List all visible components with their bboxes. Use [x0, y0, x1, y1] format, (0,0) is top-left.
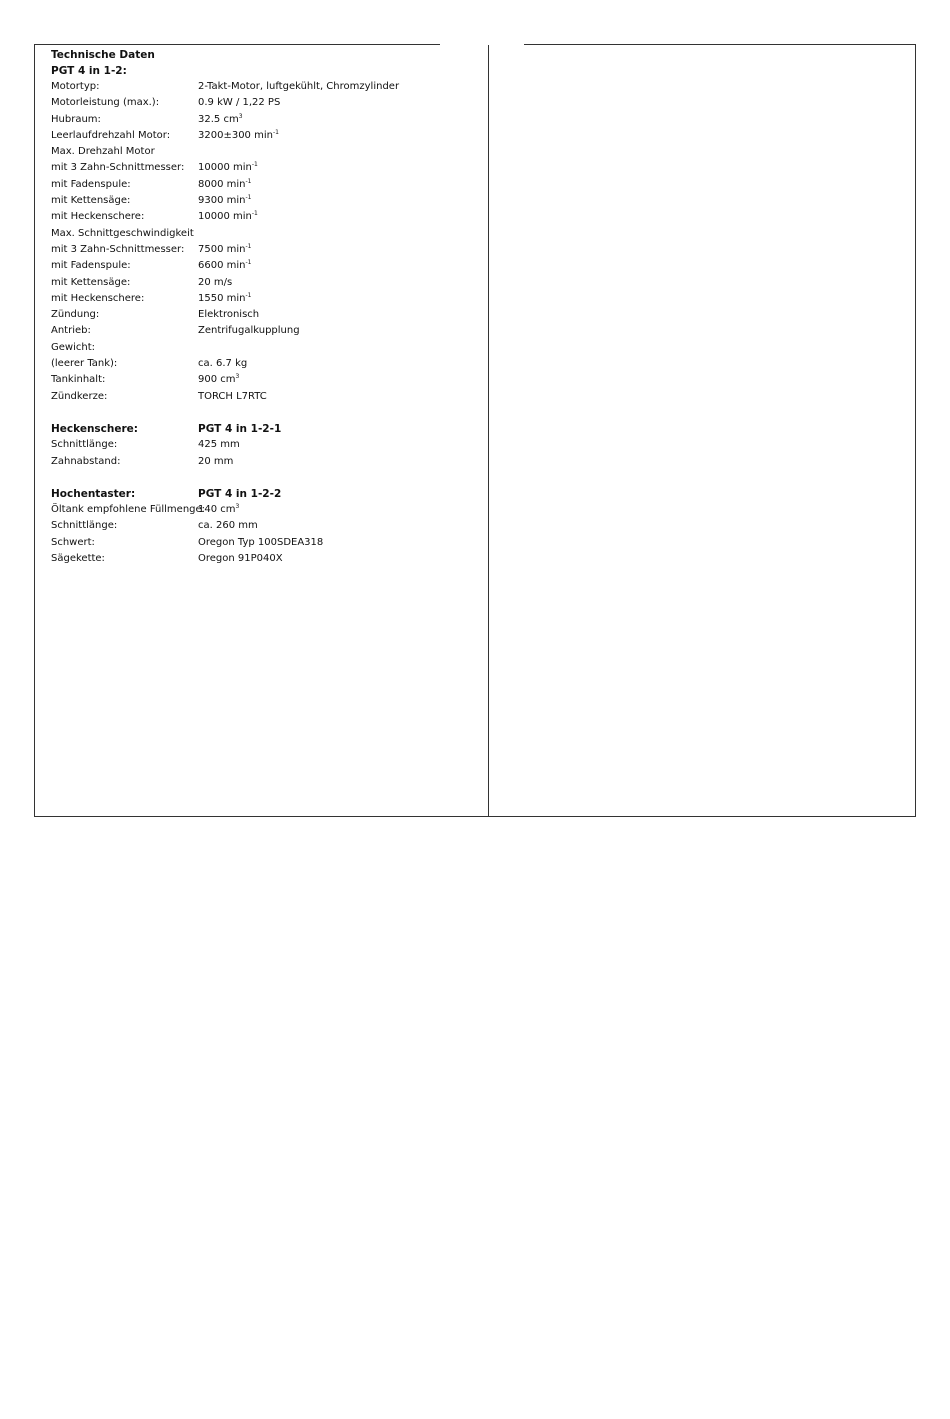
spec-label: mit Kettensäge:	[51, 195, 131, 207]
spec-label: Zündung:	[51, 309, 100, 321]
spec-value	[198, 291, 251, 307]
spec-value-text: Elektronisch	[198, 309, 260, 321]
spec-label: (leerer Tank):	[51, 358, 118, 370]
pole-pruner-heading: Hochentaster:	[51, 487, 136, 500]
spec-label: mit Fadenspule:	[51, 260, 131, 272]
spec-column	[51, 47, 481, 567]
spec-row	[51, 209, 481, 225]
spec-label: Zündkerze:	[51, 390, 108, 402]
spec-label: Zahnabstand:	[51, 455, 121, 467]
spec-value-text: 2-Takt-Motor, luftgekühlt, Chromzylinder	[198, 81, 400, 92]
spec-label: Öltank empfohlene Füllmenge:	[51, 504, 206, 516]
unit-exponent: 3	[235, 373, 240, 381]
unit-exponent: -1	[251, 161, 258, 169]
spec-value	[198, 372, 239, 388]
spec-value-text: 10000 min	[198, 162, 252, 174]
pruner-spec-row	[51, 535, 481, 551]
spec-row	[51, 275, 481, 291]
spec-value	[198, 437, 240, 453]
hedge-spec-row	[51, 454, 481, 470]
spec-label: Max. Schnittgeschwindigkeit	[51, 227, 194, 239]
hedge-trimmer-heading-row	[51, 421, 481, 437]
unit-exponent: -1	[272, 128, 279, 136]
spec-row	[51, 226, 481, 242]
spec-row	[51, 356, 481, 372]
spec-label: Motortyp:	[51, 81, 100, 92]
model-subtitle: PGT 4 in 1-2:	[51, 65, 127, 77]
pole-pruner-specs	[51, 502, 481, 567]
spec-value	[198, 242, 251, 258]
hedge-trimmer-model: PGT 4 in 1-2-1	[198, 422, 282, 435]
spec-value	[198, 128, 279, 144]
spec-label: Schnittlänge:	[51, 439, 118, 451]
spec-row	[51, 307, 481, 323]
spec-value	[198, 389, 267, 405]
spec-row	[51, 128, 481, 144]
spec-row	[51, 372, 481, 388]
spec-value-text: 32.5 cm	[198, 113, 239, 125]
spec-value-text: 900 cm	[198, 374, 236, 386]
spec-table-frame	[34, 44, 916, 817]
column-divider	[488, 45, 489, 816]
spec-value	[198, 258, 251, 274]
hedge-trimmer-specs	[51, 437, 481, 470]
spec-row	[51, 160, 481, 176]
spec-value-text: 7500 min	[198, 243, 246, 255]
spec-row	[51, 242, 481, 258]
spec-label: mit Heckenschere:	[51, 292, 145, 304]
spec-value	[198, 209, 258, 225]
spec-value-text: 6600 min	[198, 260, 246, 272]
spec-row	[51, 112, 481, 128]
spec-value-text: 20 m/s	[198, 276, 233, 288]
spec-value	[198, 177, 251, 193]
spec-label: Max. Drehzahl Motor	[51, 146, 155, 158]
spec-value-text: Zentrifugalkupplung	[198, 325, 300, 337]
spec-row	[51, 291, 481, 307]
spec-value-text: 425 mm	[198, 439, 240, 451]
pruner-spec-row	[51, 551, 481, 567]
spec-row	[51, 323, 481, 339]
spec-label: mit Heckenschere:	[51, 211, 145, 223]
spec-value	[198, 95, 280, 111]
spec-value	[198, 356, 247, 372]
spec-row	[51, 389, 481, 405]
pruner-spec-row	[51, 502, 481, 518]
frame-border-gap	[440, 44, 524, 46]
spec-value	[198, 160, 258, 176]
spec-value-text: 8000 min	[198, 178, 246, 190]
spec-value-text: ca. 6.7 kg	[198, 358, 248, 370]
spec-value-text: 10000 min	[198, 211, 252, 223]
spec-value-text: 9300 min	[198, 195, 246, 207]
unit-exponent: -1	[245, 242, 252, 250]
spec-label: mit 3 Zahn-Schnittmesser:	[51, 162, 185, 174]
spec-value-text: 1550 min	[198, 292, 246, 304]
spec-value	[198, 323, 300, 339]
spec-row	[51, 144, 481, 160]
spec-label: Hubraum:	[51, 113, 101, 125]
spec-value	[198, 535, 323, 551]
unit-exponent: -1	[245, 259, 252, 267]
unit-exponent: -1	[251, 210, 258, 218]
spec-value-text: 140 cm	[198, 504, 236, 516]
spec-label: mit Kettensäge:	[51, 276, 131, 288]
spec-label: Leerlaufdrehzahl Motor:	[51, 129, 171, 141]
spec-label: Motorleistung (max.):	[51, 97, 160, 109]
hedge-spec-row	[51, 437, 481, 453]
spec-value	[198, 518, 258, 534]
spec-value	[198, 112, 243, 128]
spec-row	[51, 258, 481, 274]
spec-value-text: 20 mm	[198, 455, 234, 467]
spec-label: Tankinhalt:	[51, 374, 106, 386]
spec-row	[51, 79, 481, 95]
hedge-trimmer-heading: Heckenschere:	[51, 422, 138, 435]
pole-pruner-model: PGT 4 in 1-2-2	[198, 487, 282, 500]
spec-label: mit 3 Zahn-Schnittmesser:	[51, 243, 185, 255]
spec-value	[198, 79, 399, 95]
spec-label: mit Fadenspule:	[51, 178, 131, 190]
spec-row	[51, 340, 481, 356]
pruner-spec-row	[51, 518, 481, 534]
spec-value-text: 3200±300 min	[198, 129, 273, 141]
spec-row	[51, 193, 481, 209]
spec-row	[51, 95, 481, 111]
spec-value-text: Oregon Typ 100SDEA318	[198, 536, 324, 548]
spec-label: Antrieb:	[51, 325, 91, 337]
spec-value	[198, 307, 259, 323]
spec-value	[198, 502, 239, 518]
spec-value	[198, 193, 251, 209]
unit-exponent: -1	[245, 291, 252, 299]
document-title: Technische Daten	[51, 49, 155, 61]
pole-pruner-heading-row	[51, 486, 481, 502]
spec-value-text: TORCH L7RTC	[198, 390, 267, 402]
unit-exponent: 3	[235, 503, 240, 511]
unit-exponent: -1	[245, 177, 252, 185]
spec-value-text: 0.9 kW / 1,22 PS	[198, 97, 281, 109]
spec-value	[198, 551, 283, 567]
spec-value-text: Oregon 91P040X	[198, 553, 283, 565]
unit-exponent: -1	[245, 194, 252, 202]
unit-exponent: 3	[238, 112, 243, 120]
spec-label: Sägekette:	[51, 553, 105, 565]
spec-value	[198, 454, 233, 470]
spec-label: Gewicht:	[51, 341, 95, 353]
spec-value	[198, 275, 232, 291]
spec-label: Schwert:	[51, 536, 95, 548]
spec-row	[51, 177, 481, 193]
engine-specs	[51, 79, 481, 405]
spec-label: Schnittlänge:	[51, 520, 118, 532]
spec-value-text: ca. 260 mm	[198, 520, 258, 532]
